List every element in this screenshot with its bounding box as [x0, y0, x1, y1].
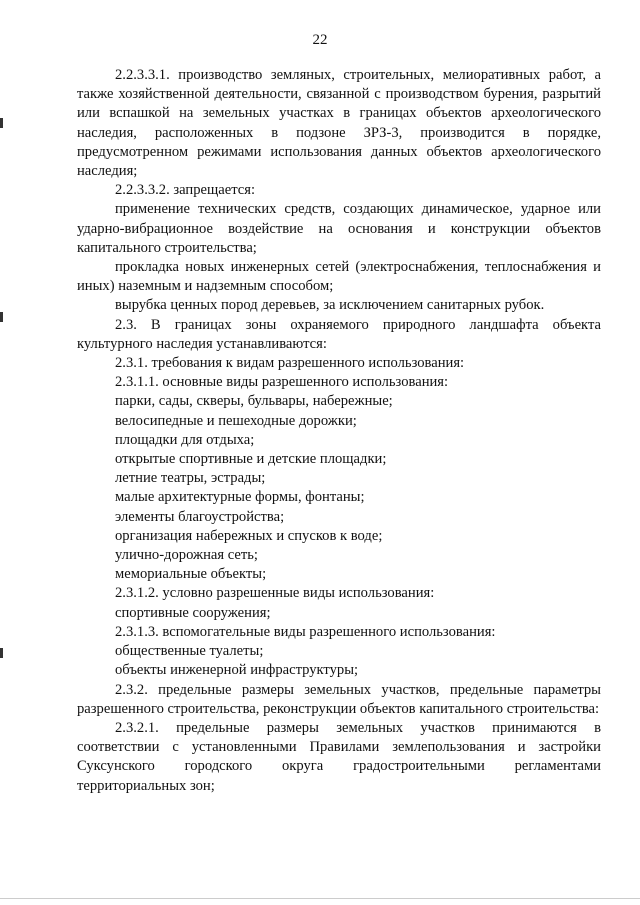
paragraph-2-3-2-1: 2.3.2.1. предельные размеры земельных участков принимаются в соответствии с установленными Правилами землепользования и застройки Суксунского городского округа градостроительными регламентами территориальных зон;: [77, 719, 601, 794]
paragraph-2-3: 2.3. В границах зоны охраняемого природного ландшафта объекта культурного наследия устанавливаются:: [77, 316, 601, 352]
paragraph-2-3-1-3: 2.3.1.3. вспомогательные виды разрешенного использования:: [115, 623, 496, 640]
list-item: общественные туалеты;: [115, 643, 264, 660]
document-body: [77, 66, 601, 796]
list-item: открытые спортивные и детские площадки;: [115, 451, 387, 468]
list-item: спортивные сооружения;: [115, 604, 271, 621]
list-item: организация набережных и спусков к воде;: [115, 527, 383, 544]
paragraph-2-3-1-1: 2.3.1.1. основные виды разрешенного использования:: [115, 374, 449, 391]
list-item: объекты инженерной инфраструктуры;: [115, 662, 359, 679]
paragraph-2-2-3-3-2: 2.2.3.3.2. запрещается:: [115, 182, 256, 199]
paragraph-2-3-2: 2.3.2. предельные размеры земельных участков, предельные параметры разрешенного строительства, реконструкции объектов капитального строительства:: [77, 681, 601, 717]
list-item: парки, сады, скверы, бульвары, набережные;: [115, 393, 393, 410]
paragraph-engineering-networks: прокладка новых инженерных сетей (электроснабжения, теплоснабжения и иных) наземным и надземным способом;: [77, 259, 601, 295]
list-item: мемориальные объекты;: [115, 566, 267, 583]
list-item: летние театры, эстрады;: [115, 470, 266, 487]
list-item: улично-дорожная сеть;: [115, 547, 258, 564]
paragraph-2-3-1: 2.3.1. требования к видам разрешенного использования:: [115, 355, 465, 372]
paragraph-2-3-1-2: 2.3.1.2. условно разрешенные виды использования:: [115, 585, 435, 602]
paragraph-tree-felling: вырубка ценных пород деревьев, за исключением санитарных рубок.: [115, 297, 545, 314]
paragraph-2-2-3-3-1: 2.2.3.3.1. производство земляных, строительных, мелиоративных работ, а также хозяйственной деятельности, связанной с производством бурения, разрытий или вспашкой на земельных участках в границах объектов археологического наследия, расположенных в подзоне ЗРЗ-3, производится в порядке, предусмотренном режимами использования данных объектов археологического наследия;: [77, 67, 601, 180]
page-number: 22: [312, 32, 328, 48]
list-item: площадки для отдыха;: [115, 431, 255, 448]
list-item: элементы благоустройства;: [115, 508, 285, 525]
scan-bottom-edge: [0, 898, 640, 899]
list-item: малые архитектурные формы, фонтаны;: [115, 489, 365, 506]
scan-edge-mark: [0, 312, 3, 322]
paragraph-technical-means: применение технических средств, создающих динамическое, ударное или ударно-вибрационное воздействие на основания и конструкции объектов капитального строительства;: [77, 201, 601, 256]
list-item: велосипедные и пешеходные дорожки;: [115, 412, 357, 429]
scan-edge-mark: [0, 118, 3, 128]
scan-edge-mark: [0, 648, 3, 658]
